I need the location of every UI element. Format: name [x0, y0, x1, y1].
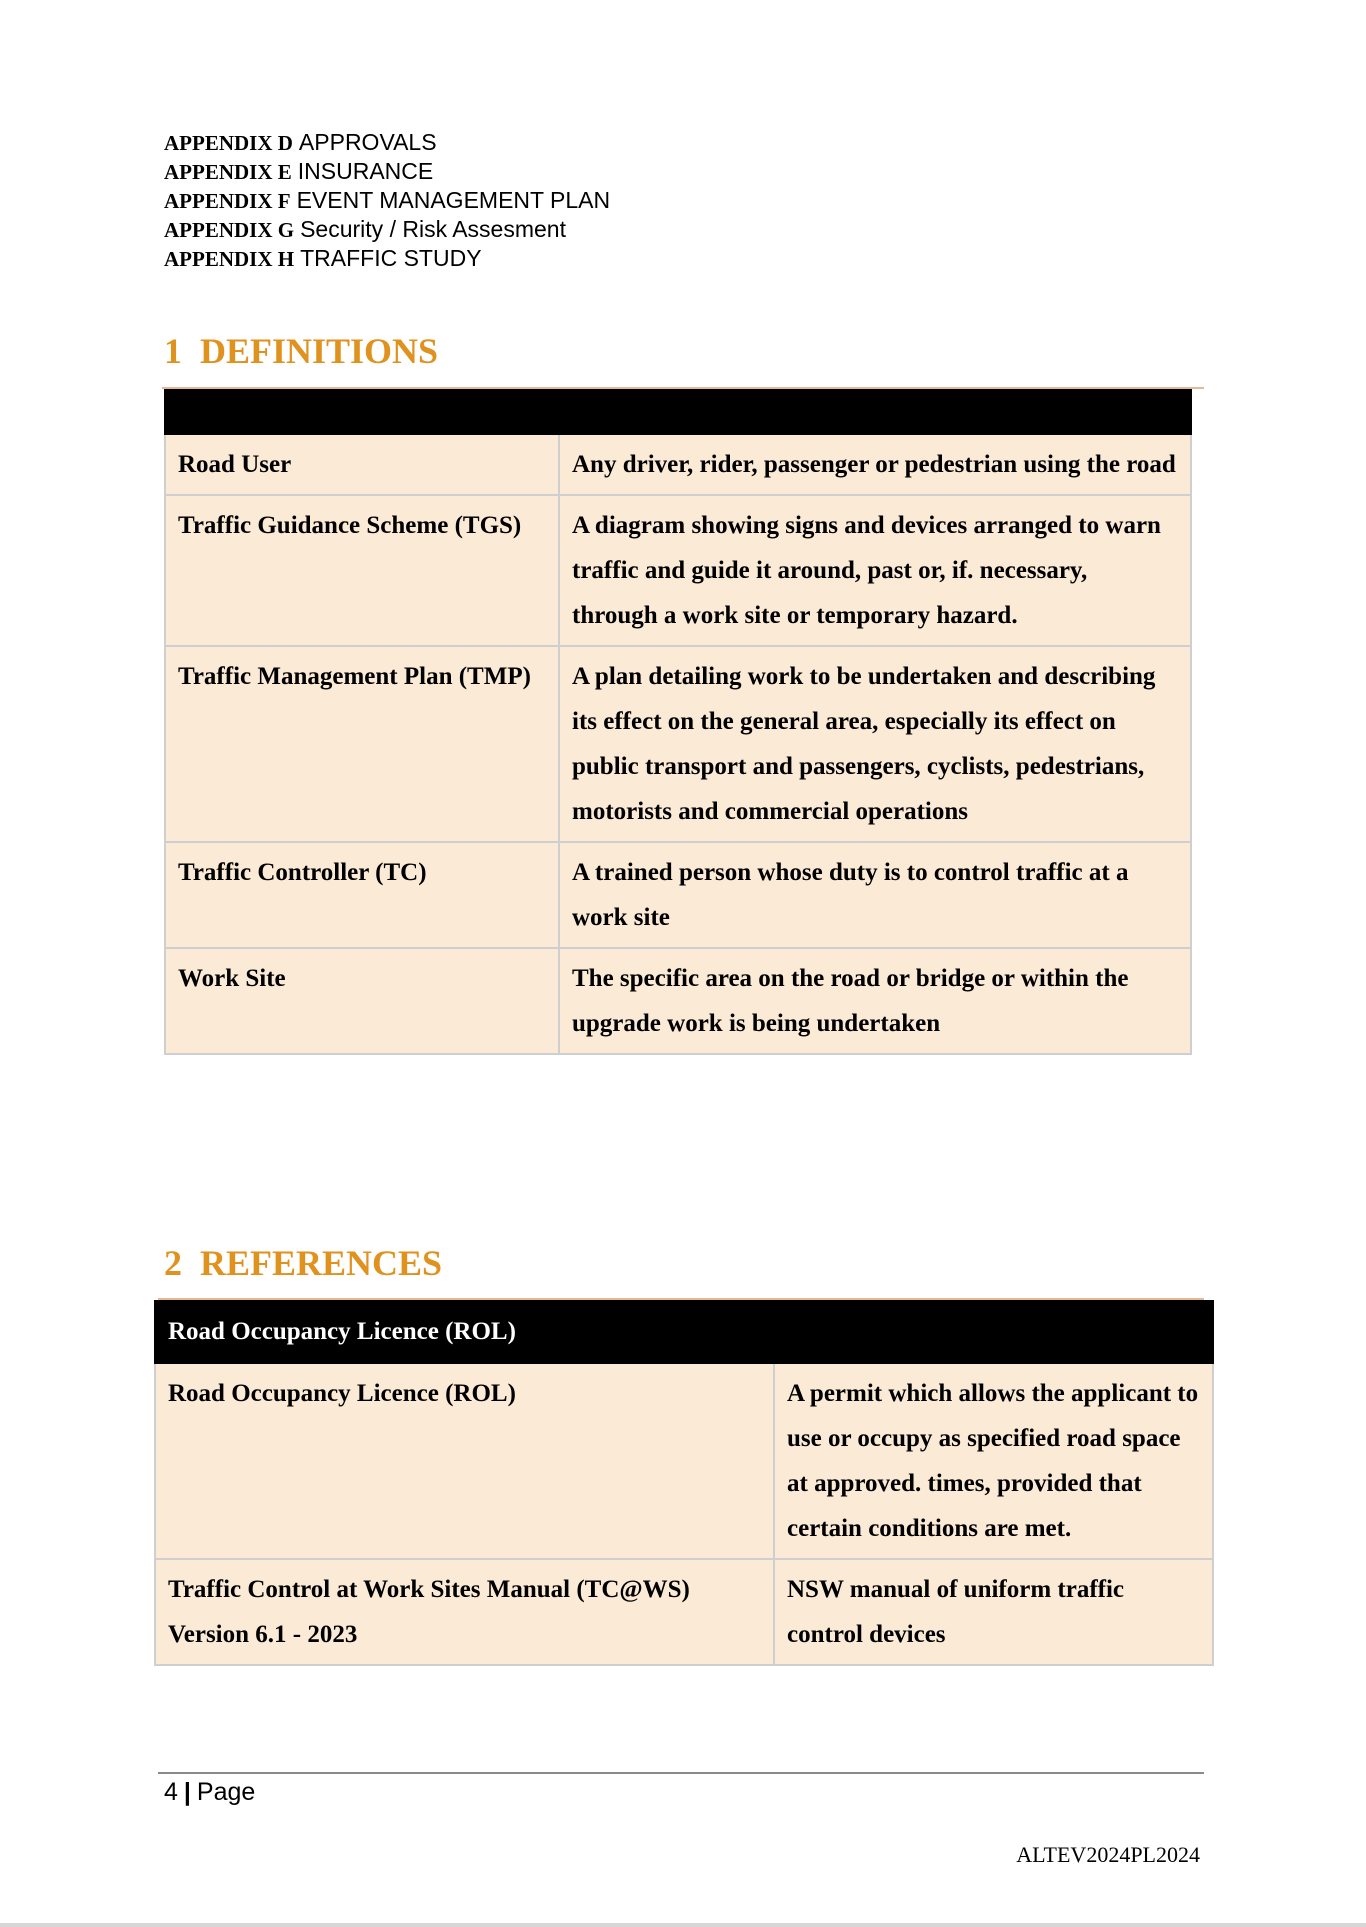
term-cell: Road User — [165, 434, 559, 495]
table-row — [165, 948, 1191, 1054]
meaning-cell: A plan detailing work to be undertaken and describing its effect on the general area, especially its effect on public transport and passengers, cyclists, pedestrians, motorists and commercial operations — [559, 646, 1191, 842]
references-table — [154, 1300, 1214, 1666]
term-cell: Traffic Management Plan (TMP) — [165, 646, 559, 842]
separator-bar: | — [183, 1778, 191, 1806]
section-title: REFERENCES — [200, 1243, 443, 1283]
table-row — [165, 646, 1191, 842]
page-bottom-edge — [0, 1923, 1366, 1927]
header-cell — [774, 1301, 1213, 1363]
definitions-heading — [164, 330, 438, 372]
appendix-label: APPENDIX G — [164, 218, 295, 242]
document-code: ALTEV2024PL2024 — [1016, 1842, 1200, 1867]
appendix-item — [164, 128, 610, 157]
header-cell: Road Occupancy Licence (ROL) — [155, 1301, 774, 1363]
appendix-title: EVENT MANAGEMENT PLAN — [296, 187, 611, 213]
term-cell: Traffic Guidance Scheme (TGS) — [165, 495, 559, 646]
term-cell: Traffic Controller (TC) — [165, 842, 559, 948]
table-row — [155, 1363, 1213, 1559]
appendix-title: APPROVALS — [298, 129, 437, 155]
header-cell — [165, 390, 559, 434]
header-cell — [559, 390, 1191, 434]
table-header-row — [155, 1301, 1213, 1363]
appendix-title: TRAFFIC STUDY — [300, 245, 482, 271]
term-cell: Traffic Control at Work Sites Manual (TC@WS) Version 6.1 - 2023 — [155, 1559, 774, 1665]
appendix-label: APPENDIX D — [164, 131, 293, 155]
appendix-item — [164, 186, 610, 215]
appendix-item — [164, 157, 610, 186]
section-number: 1 — [164, 331, 182, 371]
meaning-cell: A trained person whose duty is to control traffic at a work site — [559, 842, 1191, 948]
meaning-cell: Any driver, rider, passenger or pedestrian using the road — [559, 434, 1191, 495]
definitions-table — [164, 389, 1192, 1055]
appendix-label: APPENDIX H — [164, 247, 295, 271]
meaning-cell: A permit which allows the applicant to use or occupy as specified road space at approved. times, provided that certain conditions are met. — [774, 1363, 1213, 1559]
appendix-item — [164, 244, 610, 273]
section-number: 2 — [164, 1243, 182, 1283]
appendix-title: INSURANCE — [297, 158, 434, 184]
table-row — [155, 1559, 1213, 1665]
term-cell: Work Site — [165, 948, 559, 1054]
appendix-label: APPENDIX F — [164, 189, 291, 213]
appendix-title: Security / Risk Assesment — [300, 216, 566, 242]
references-heading — [164, 1242, 442, 1284]
meaning-cell: A diagram showing signs and devices arranged to warn traffic and guide it around, past or, if. necessary, through a work site or temporary hazard. — [559, 495, 1191, 646]
appendix-item — [164, 215, 610, 244]
appendix-label: APPENDIX E — [164, 160, 292, 184]
meaning-cell: The specific area on the road or bridge or within the upgrade work is being undertaken — [559, 948, 1191, 1054]
page-number-value: 4 — [164, 1778, 178, 1806]
appendix-list — [164, 128, 610, 273]
page-label: Page — [196, 1778, 256, 1806]
term-cell: Road Occupancy Licence (ROL) — [155, 1363, 774, 1559]
table-header-row — [165, 390, 1191, 434]
table-row — [165, 434, 1191, 495]
table-row — [165, 495, 1191, 646]
section-title: DEFINITIONS — [200, 331, 439, 371]
footer-rule — [158, 1772, 1204, 1774]
table-row — [165, 842, 1191, 948]
page-number — [164, 1778, 255, 1807]
meaning-cell: NSW manual of uniform traffic control devices — [774, 1559, 1213, 1665]
